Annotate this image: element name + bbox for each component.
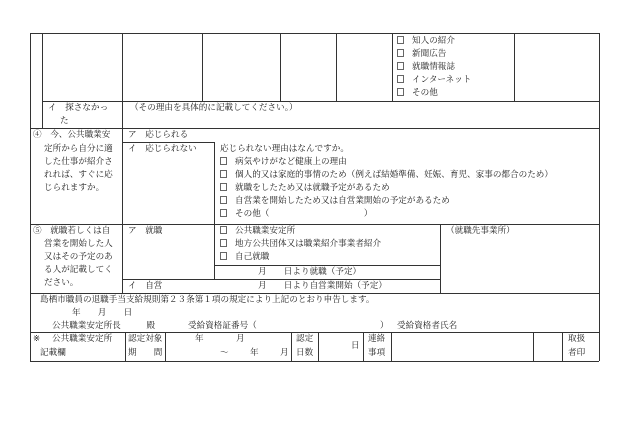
period-tilde: 〜 bbox=[220, 348, 229, 358]
addressee: 公共職業安定所長 殿 bbox=[52, 321, 156, 331]
col-divider bbox=[122, 33, 123, 101]
checkbox[interactable] bbox=[220, 252, 227, 260]
col-divider bbox=[291, 332, 292, 361]
handler-seal-label: 取扱 bbox=[568, 334, 586, 344]
employment-date[interactable]: 月 日より就職（予定） bbox=[258, 267, 362, 277]
office-use-top-border bbox=[30, 332, 599, 333]
office-use-title: 記載欄 bbox=[40, 348, 66, 358]
section4-text: れれば、すぐに応 bbox=[44, 170, 113, 180]
reason-question: 応じられない理由はなんですか。 bbox=[220, 144, 349, 154]
section4-text: した仕事が紹介さ bbox=[44, 157, 113, 167]
reason-label: その他（ ） bbox=[235, 209, 373, 219]
col-divider bbox=[514, 33, 515, 101]
col-divider bbox=[392, 33, 393, 101]
cert-number-close: ） bbox=[380, 321, 389, 331]
checklist-label: インターネット bbox=[412, 75, 472, 85]
table-left-border bbox=[30, 33, 31, 361]
employment-option[interactable] bbox=[220, 238, 381, 250]
reason-label: 病気やけがなど健康上の理由 bbox=[235, 157, 347, 167]
col-divider bbox=[42, 33, 43, 128]
col-divider bbox=[122, 224, 123, 293]
option-decline[interactable]: イ 応じられない bbox=[128, 144, 197, 154]
option-accept[interactable]: ア 応じられる bbox=[128, 130, 189, 140]
checklist-item[interactable] bbox=[397, 87, 438, 99]
checklist-label: その他 bbox=[412, 88, 438, 98]
table-right-border bbox=[599, 33, 600, 361]
section4-top-border bbox=[30, 128, 599, 129]
col-divider bbox=[122, 101, 123, 128]
cert-number-label: 受給資格証番号（ bbox=[188, 321, 257, 331]
self-employed-date[interactable]: 月 日より自営業開始（予定） bbox=[258, 281, 387, 291]
checkbox[interactable] bbox=[220, 170, 227, 178]
col-divider bbox=[391, 332, 392, 361]
target-period-label: 期 間 bbox=[128, 348, 163, 358]
col-divider bbox=[280, 33, 281, 101]
reason-item[interactable] bbox=[220, 156, 347, 168]
col-divider bbox=[533, 332, 534, 361]
employment-option-label: 地方公共団体又は職業紹介事業者紹介 bbox=[235, 239, 382, 249]
checklist-item[interactable] bbox=[397, 61, 455, 73]
section5-header: ⑤ 就職若しくは自 bbox=[33, 226, 111, 236]
checklist-item[interactable] bbox=[397, 48, 446, 60]
period-month: 月 bbox=[236, 334, 245, 344]
section5-text: る人が記載してく bbox=[44, 265, 113, 275]
col-divider bbox=[125, 332, 126, 361]
period-year: 年 bbox=[195, 334, 204, 344]
checkbox[interactable] bbox=[397, 62, 404, 70]
reason-item[interactable] bbox=[220, 182, 390, 194]
applicant-name-label: 受給資格者氏名 bbox=[397, 321, 458, 331]
checkbox[interactable] bbox=[220, 196, 227, 204]
checkbox[interactable] bbox=[220, 239, 227, 247]
handler-seal-label: 者印 bbox=[568, 348, 586, 358]
col-divider bbox=[562, 332, 563, 361]
self-employed-label[interactable]: イ 自営 bbox=[128, 281, 163, 291]
no-search-label: た bbox=[60, 116, 69, 126]
cert-days-unit: 日 bbox=[351, 341, 360, 351]
checkbox[interactable] bbox=[397, 75, 404, 83]
col-divider bbox=[440, 224, 441, 293]
reason-label: 自営業を開始したため又は自営業開始の予定があるため bbox=[235, 196, 450, 206]
checklist-label: 知人の紹介 bbox=[412, 36, 455, 46]
col-divider bbox=[202, 33, 203, 101]
no-search-label: イ 探さなかっ bbox=[48, 103, 109, 113]
checkbox[interactable] bbox=[220, 183, 227, 191]
reason-label: 個人的又は家庭的事情のため（例えば結婚準備、妊娠、育児、家事の都合のため） bbox=[235, 170, 553, 180]
period-year: 年 bbox=[250, 348, 259, 358]
checkbox[interactable] bbox=[220, 157, 227, 165]
checkbox[interactable] bbox=[220, 226, 227, 234]
contact-label: 事項 bbox=[368, 348, 386, 358]
reason-item[interactable] bbox=[220, 195, 450, 207]
target-period-label: 認定対象 bbox=[128, 334, 163, 344]
col-divider bbox=[122, 128, 123, 224]
section4-header: ④ 今、公共職業安 bbox=[33, 130, 111, 140]
checklist-label: 就職情報誌 bbox=[412, 62, 455, 72]
office-use-title: 公共職業安定所 bbox=[52, 334, 113, 344]
employment-option[interactable] bbox=[220, 251, 269, 263]
employment-option-label: 自己就職 bbox=[235, 252, 270, 262]
contact-label: 連絡 bbox=[368, 334, 386, 344]
checkbox[interactable] bbox=[220, 209, 227, 217]
cert-days-label: 日数 bbox=[296, 348, 314, 358]
section4-text: じられますか。 bbox=[44, 183, 105, 193]
employment-option[interactable] bbox=[220, 225, 295, 237]
checkbox[interactable] bbox=[397, 88, 404, 96]
col-divider bbox=[165, 332, 166, 361]
section5-text: 又はその予定のあ bbox=[44, 252, 113, 262]
col-divider bbox=[336, 33, 337, 101]
checkbox[interactable] bbox=[397, 36, 404, 44]
reason-item[interactable] bbox=[220, 208, 373, 220]
section5-text: ださい。 bbox=[44, 278, 79, 288]
checklist-label: 新聞広告 bbox=[412, 49, 447, 59]
col-divider bbox=[214, 142, 215, 224]
col-divider bbox=[318, 332, 319, 361]
reason-label: 就職をしたため又は就職予定があるため bbox=[235, 183, 390, 193]
declaration-statement: 島栖市職員の退職手当支給規則第２３条第１項の規定により上記のとおり申告します。 bbox=[40, 295, 375, 305]
table-bottom-border bbox=[30, 361, 599, 362]
cert-days-label: 認定 bbox=[296, 334, 314, 344]
employment-option-label: 公共職業安定所 bbox=[235, 226, 296, 236]
checklist-item[interactable] bbox=[397, 74, 471, 86]
checklist-item[interactable] bbox=[397, 35, 455, 47]
declaration-date[interactable]: 年 月 日 bbox=[72, 308, 133, 318]
employer-note: （就職先事業所） bbox=[446, 226, 515, 236]
section4-text: 定所から自分に適 bbox=[44, 144, 113, 154]
period-month: 月 bbox=[280, 348, 289, 358]
checkbox[interactable] bbox=[397, 49, 404, 57]
no-search-reason: （その理由を具体的に記載してください。） bbox=[130, 103, 298, 113]
row-divider bbox=[42, 101, 599, 102]
section5-text: 営業を開始した人 bbox=[44, 239, 113, 249]
col-divider bbox=[363, 332, 364, 361]
col-divider bbox=[214, 224, 215, 279]
office-use-mark: ※ bbox=[33, 334, 41, 344]
reason-item[interactable] bbox=[220, 169, 553, 181]
employment-label[interactable]: ア 就職 bbox=[128, 226, 163, 236]
